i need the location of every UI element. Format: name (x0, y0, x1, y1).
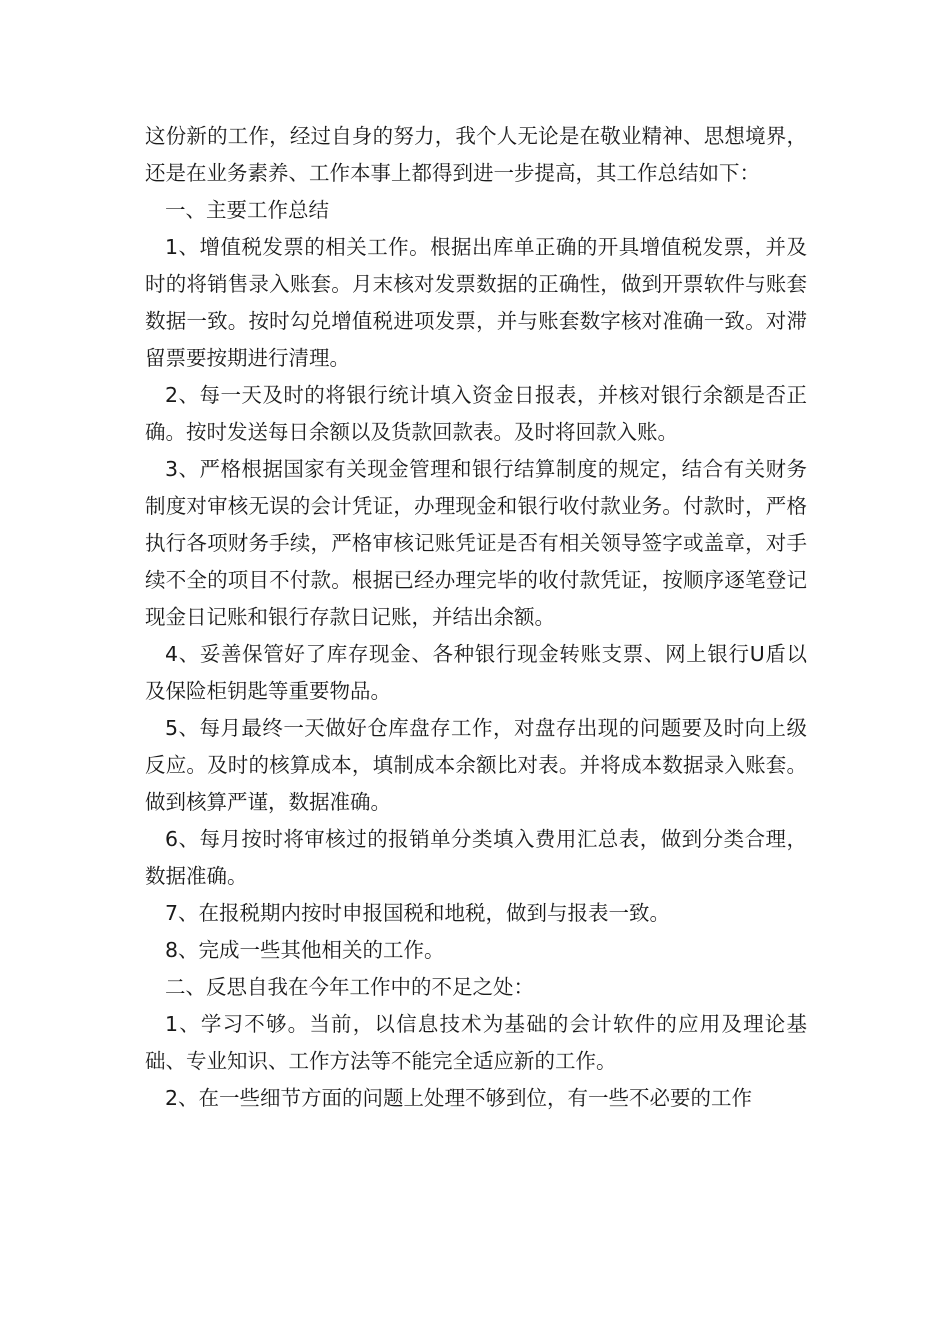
paragraph-item-5: 5、每月最终一天做好仓库盘存工作，对盘存出现的问题要及时向上级反应。及时的核算成本，填制成本余额比对表。并将成本数据录入账套。做到核算严谨，数据准确。 (145, 716, 807, 814)
document-body (145, 118, 807, 1117)
paragraph-item-8: 8、完成一些其他相关的工作。 (165, 938, 445, 962)
paragraph-item-3: 3、严格根据国家有关现金管理和银行结算制度的规定，结合有关财务制度对审核无误的会计凭证，办理现金和银行收付款业务。付款时，严格执行各项财务手续，严格审核记账凭证是否有相关领导签字或盖章，对手续不全的项目不付款。根据已经办理完毕的收付款凭证，按顺序逐笔登记现金日记账和银行存款日记账，并结出余额。 (145, 457, 807, 629)
section-heading-shortcomings: 二、反思自我在今年工作中的不足之处： (165, 975, 534, 999)
paragraph-shortcoming-1: 1、学习不够。当前，以信息技术为基础的会计软件的应用及理论基础、专业知识、工作方法等不能完全适应新的工作。 (145, 1012, 807, 1073)
paragraph-item-2: 2、每一天及时的将银行统计填入资金日报表，并核对银行余额是否正确。按时发送每日余额以及货款回款表。及时将回款入账。 (145, 383, 807, 444)
paragraph-item-7: 7、在报税期内按时申报国税和地税，做到与报表一致。 (165, 901, 671, 925)
section-heading-work-summary: 一、主要工作总结 (165, 198, 329, 222)
paragraph-shortcoming-2: 2、在一些细节方面的问题上处理不够到位，有一些不必要的工作 (165, 1086, 753, 1110)
paragraph-item-4: 4、妥善保管好了库存现金、各种银行现金转账支票、网上银行U盾以及保险柜钥匙等重要物品。 (145, 642, 807, 703)
paragraph-item-6: 6、每月按时将审核过的报销单分类填入费用汇总表，做到分类合理，数据准确。 (145, 827, 807, 888)
paragraph-item-1: 1、增值税发票的相关工作。根据出库单正确的开具增值税发票，并及时的将销售录入账套。月末核对发票数据的正确性，做到开票软件与账套数据一致。按时勾兑增值税进项发票，并与账套数字核对准确一致。对滞留票要按期进行清理。 (145, 235, 807, 370)
paragraph-intro: 这份新的工作，经过自身的努力，我个人无论是在敬业精神、思想境界，还是在业务素养、工作本事上都得到进一步提高，其工作总结如下： (145, 124, 807, 185)
